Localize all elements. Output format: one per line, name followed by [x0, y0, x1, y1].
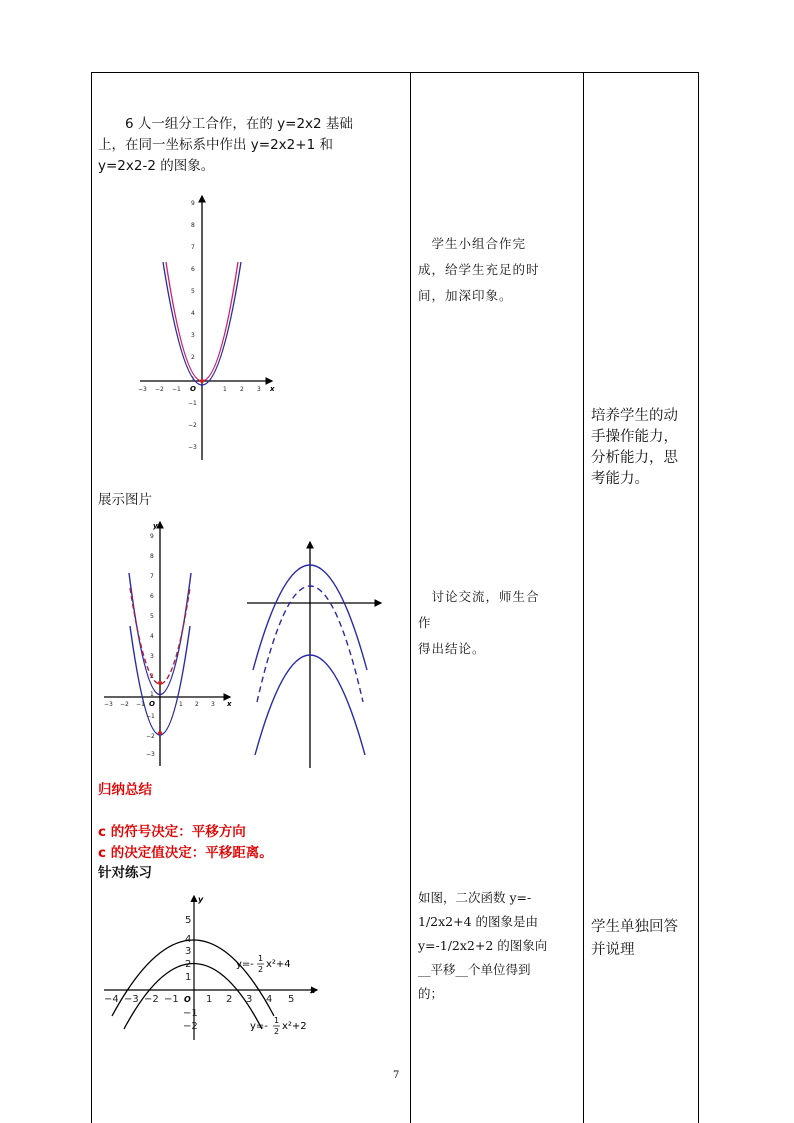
- svg-text:−3: −3: [188, 444, 197, 451]
- exercise-title: 针对练习: [98, 865, 152, 881]
- svg-text:−2: −2: [144, 994, 159, 1005]
- svg-text:y: y: [198, 895, 204, 904]
- svg-text:O: O: [184, 995, 191, 1004]
- svg-text:4: 4: [266, 994, 273, 1005]
- svg-text:8: 8: [191, 222, 195, 229]
- axis-x-label: x: [270, 385, 275, 393]
- curve-label-2-suffix: x²+2: [282, 1021, 307, 1032]
- svg-text:8: 8: [150, 553, 154, 560]
- svg-text:1: 1: [258, 954, 264, 963]
- col2-block2-line3: 得出结论。: [418, 641, 486, 656]
- col3-block2-line1: 学生单独回答: [591, 919, 678, 935]
- svg-text:6: 6: [191, 266, 195, 273]
- svg-text:−1: −1: [188, 400, 197, 407]
- graph-downward-parabolas: [245, 540, 385, 770]
- curve-label-1-suffix: x²+4: [266, 959, 291, 970]
- summary-title: 归纳总结: [98, 782, 152, 798]
- svg-text:−3: −3: [104, 701, 113, 708]
- svg-text:2: 2: [150, 673, 154, 680]
- table-top-border: [91, 72, 699, 73]
- svg-text:y: y: [153, 522, 158, 530]
- svg-text:−2: −2: [120, 701, 129, 708]
- svg-text:−3: −3: [138, 386, 147, 393]
- svg-text:9: 9: [150, 533, 154, 540]
- svg-text:2: 2: [240, 386, 244, 393]
- svg-text:O: O: [149, 700, 155, 708]
- intro-line-2: 上，在同一坐标系中作出 y=2x2+1 和: [98, 137, 333, 153]
- svg-text:5: 5: [185, 915, 192, 926]
- svg-text:3: 3: [191, 332, 195, 339]
- summary-line-2: c 的决定值决定：平移距离。: [98, 845, 273, 861]
- svg-text:−4: −4: [104, 994, 119, 1005]
- col2-block2-line1: 讨论交流，师生合: [418, 589, 540, 604]
- svg-text:−2: −2: [188, 422, 197, 429]
- svg-text:−2: −2: [183, 1021, 198, 1032]
- svg-text:1: 1: [206, 994, 213, 1005]
- svg-text:3: 3: [185, 946, 192, 957]
- svg-text:7: 7: [191, 244, 195, 251]
- col2-block1-line2: 成，给学生充足的时: [418, 262, 540, 277]
- summary-line-1: c 的符号决定：平移方向: [98, 824, 246, 840]
- svg-text:3: 3: [150, 653, 154, 660]
- show-pictures-label: 展示图片: [98, 492, 152, 508]
- col3-block1-line1: 培养学生的动: [591, 408, 678, 424]
- page-number: 7: [393, 1070, 400, 1081]
- svg-text:2: 2: [191, 354, 195, 361]
- svg-text:5: 5: [191, 288, 195, 295]
- svg-text:3: 3: [246, 994, 253, 1005]
- svg-text:9: 9: [191, 200, 195, 207]
- col2-block3-line2: 1/2x2+4 的图象是由: [418, 914, 539, 929]
- svg-text:x: x: [227, 700, 232, 708]
- svg-text:5: 5: [150, 613, 154, 620]
- svg-text:−1: −1: [164, 994, 179, 1005]
- svg-text:1: 1: [274, 1016, 280, 1025]
- svg-text:x: x: [310, 986, 316, 995]
- axis-origin-label: O: [190, 385, 196, 393]
- table-left-border: [91, 72, 92, 1123]
- col3-block2-line2: 并说理: [591, 942, 635, 958]
- svg-text:−1: −1: [172, 386, 181, 393]
- svg-text:1: 1: [191, 376, 195, 383]
- svg-text:3: 3: [211, 701, 215, 708]
- intro-line-3: y=2x2-2 的图象。: [98, 158, 215, 174]
- svg-text:−3: −3: [124, 994, 139, 1005]
- svg-text:1: 1: [150, 691, 154, 698]
- svg-text:2: 2: [258, 965, 264, 974]
- svg-text:7: 7: [150, 573, 154, 580]
- table-right-border: [698, 72, 699, 1123]
- svg-text:−3: −3: [146, 751, 155, 758]
- svg-text:−2: −2: [155, 386, 164, 393]
- svg-text:2: 2: [274, 1027, 280, 1036]
- svg-text:−1: −1: [183, 1008, 198, 1019]
- svg-text:−1: −1: [136, 701, 145, 708]
- table-divider-1: [410, 72, 411, 1123]
- graph-parabola-2x2: [134, 190, 284, 470]
- svg-text:1: 1: [179, 701, 183, 708]
- svg-text:1: 1: [185, 972, 192, 983]
- svg-text:−1: −1: [146, 713, 155, 720]
- col2-block1-line1: 学生小组合作完: [418, 236, 527, 251]
- col2-block3-line5: 的；: [418, 986, 444, 1001]
- curve-label-2-prefix: y=-: [250, 1021, 268, 1032]
- svg-text:−2: −2: [146, 733, 155, 740]
- col2-block3-line4: __平移__个单位得到: [418, 962, 531, 977]
- col3-block1-line3: 分析能力，思: [591, 450, 678, 466]
- col3-block1-line4: 考能力。: [591, 471, 649, 487]
- col2-block1-line3: 间，加深印象。: [418, 288, 513, 303]
- svg-text:5: 5: [288, 994, 295, 1005]
- col2-block3-line3: y=-1/2x2+2 的图象向: [418, 938, 548, 953]
- svg-text:2: 2: [226, 994, 233, 1005]
- svg-text:3: 3: [257, 386, 261, 393]
- svg-text:1: 1: [223, 386, 227, 393]
- svg-text:2: 2: [195, 701, 199, 708]
- graph-upward-parabolas: [100, 518, 240, 768]
- curve-label-1-prefix: y=-: [236, 959, 254, 970]
- graph-exercise: [102, 892, 327, 1042]
- intro-line-1: 6 人一组分工合作，在的 y=2x2 基础: [98, 116, 353, 132]
- col2-block2-line2: 作: [418, 615, 432, 630]
- svg-text:2: 2: [185, 959, 192, 970]
- col3-block1-line2: 手操作能力，: [591, 429, 678, 445]
- svg-text:4: 4: [191, 310, 195, 317]
- svg-text:6: 6: [150, 593, 154, 600]
- col2-block3-line1: 如图，二次函数 y=-: [418, 890, 532, 905]
- svg-text:4: 4: [150, 633, 154, 640]
- svg-text:4: 4: [185, 934, 192, 945]
- table-divider-2: [583, 72, 584, 1123]
